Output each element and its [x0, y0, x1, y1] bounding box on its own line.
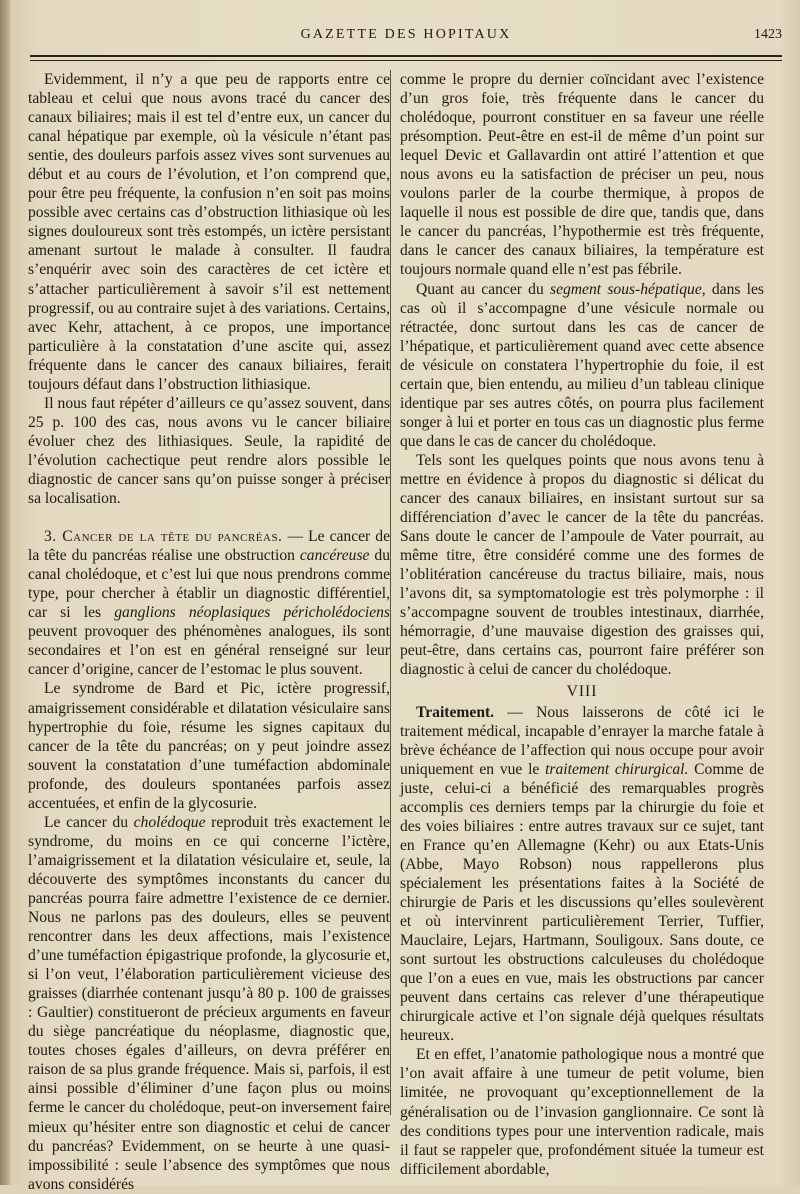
text-run: — Le cancer de la tête du pancréas réalise une obstruction: [28, 528, 390, 565]
running-header: [30, 27, 782, 49]
paragraph: [28, 813, 390, 1194]
page-number: 1423: [754, 27, 782, 42]
paragraph: Le syndrome de Bard et Pic, ictère progressif, amaigrissement considérable et dilatation vésiculaire sans hypertrophie du foie, résume les signes capitaux du cancer de la tête du pancréas; on y peut joindre assez souvent la constatation d’une tuméfaction abdominale profonde, des douleurs spontanées parfois assez accentuées, et enfin de la glycosurie.: [28, 680, 390, 812]
section-heading-traitement: Traitement.: [416, 703, 495, 721]
text-run: du canal cholédoque, et c’est lui que nous prendrons comme type, pour chercher à établir un diagnostic différentiel, car si les: [28, 547, 390, 622]
paragraph: comme le propre du dernier coïncidant avec l’existence d’un gros foie, très fréquente dans le cancer du cholédoque, pourront constituer en sa faveur une réelle présomption. Peut-être en est-il de même d’un point sur lequel Devic et Gallavardin ont attiré l’attention et que nous avons eu la satisfaction de préciser un peu, nous voulons parler de la courbe thermique, à propos de laquelle il nous est possible de dire que, tandis que, dans le cancer du pancréas, l’hypothermie est très fréquente, dans le cancer des canaux biliaires, la température est toujours normale quand elle n’est pas fébrile.: [400, 71, 764, 279]
paragraph: Et en effet, l’anatomie pathologique nous a montré que l’on avait affaire à une tumeur de petit volume, bien limitée, ne provoquant qu’exceptionnellement de la généralisation ou de l’invasion ganglionnaire. Ce sont là des conditions types pour une intervention radicale, mais il faut se rappeler que, profondément située la tumeur est difficilement abordable,: [400, 1046, 764, 1178]
text-run: peuvent provoquer des phénomènes analogues, ils sont secondaires et l’on est en général renseigné sur leur cancer d’origine, cancer de l’estomac le plus souvent.: [28, 623, 390, 679]
text-run: — Nous laisserons de côté ici le traitement médical, incapable d’enrayer la marche fatale à brève échéance de l’affection qui nous occupe pour avoir uniquement en vue le: [400, 703, 764, 778]
right-column: [400, 70, 764, 1179]
italic-run: traitement chirurgical.: [545, 760, 689, 778]
text-run: dans les cas où il s’accompagne d’une vésicule normale ou rétractée, donc surtout dans les cas de cancer de l’hépatique, et particulièrement quand avec cette absence de vésicule on constatera l’hypertrophie du foie, il est certain que, bien entendu, au milieu d’un tableau clinique identique par ses autres côtés, on pourra plus facilement songer à lui et porter en tous cas un diagnostic plus ferme que dans le cas de cancer du cholédoque.: [400, 280, 764, 450]
text-run: Le cancer du: [44, 813, 134, 831]
paragraph: Il nous faut répéter d’ailleurs ce qu’assez souvent, dans 25 p. 100 des cas, nous avons vu le cancer biliaire évoluer chez des lithiasiques. Seule, la rapidité de l’évolution cachectique peut rendre alors possible le diagnostic de cancer sans qu’on puisse songer à préciser sa localisation.: [28, 394, 390, 508]
paragraph-pancreas: [28, 527, 390, 679]
header-rule-thick: [30, 55, 782, 57]
header-rule-thin: [30, 60, 782, 61]
text-run: Quant au cancer du: [416, 280, 550, 298]
paragraph: [400, 280, 764, 451]
paragraph: Evidemment, il n’y a que peu de rapports entre ce tableau et celui que nous avons tracé du cancer des canaux biliaires; mais il est tel d’entre eux, un cancer du canal hépatique par exemple, où la vésicule n’étant pas sentie, des douleurs parfois assez vives sont survenues au début et au cours de l’évolution, et l’on comprend que, pour être peu fréquente, la confusion n’en soit pas moins possible avec certains cas d’obstruction lithiasique où les signes douloureux sont très estompés, un ictère persistant amenant surtout le malade à consulter. Il faudra s’enquérir avec soin des caractères de cet ictère et s’attacher particulièrement à savoir s’il est nettement progressif, ou au contraire sujet à des variations. Certains, avec Kehr, attachent, à ce propos, une importance particulière à la constatation d’une ascite qui, assez fréquente dans le cancer des canaux biliaires, ferait toujours défaut dans l’obstruction lithiasique.: [28, 71, 390, 393]
left-column: [28, 70, 390, 1194]
italic-run: ganglions néoplasiques péricholédociens: [114, 604, 390, 622]
binding-edge: [0, 0, 10, 1185]
section-number: VIII: [566, 682, 598, 700]
italic-run: segment sous-hépatique,: [550, 280, 706, 298]
text-run: Comme de juste, celui-ci a bénéficié des remarquables progrès accomplis ces derniers temps par la chirurgie du foie et des voies biliaires : entre autres travaux sur ce sujet, tant en France qu’en Allemagne (Kehr) ou aux Etats-Unis (Abbe, Mayo Robson) nous rappellerons plus spécialement les présentations faites à la Société de chirurgie de Paris et les discussions qu’elles soulevèrent et où intervinrent particulièrement Terrier, Tuffier, Mauclaire, Lejars, Hartmann, Souligoux. Sans doute, ce sont surtout les obstructions calculeuses du cholédoque que l’on a eues en vue, mais les obstructions par cancer peuvent dans certains cas relever d’une thérapeutique chirurgicale active et l’on signale déjà quelques résultats heureux.: [400, 760, 764, 1045]
journal-title: GAZETTE DES HOPITAUX: [300, 27, 512, 42]
column-divider: [390, 70, 391, 1115]
paragraph: Tels sont les quelques points que nous avons tenu à mettre en évidence à propos du diagnostic si délicat du cancer des canaux biliaires, en insistant surtout sur sa différenciation d’avec le cancer de la tête du pancréas. Sans doute le cancer de l’ampoule de Vater pourrait, au même titre, être considéré comme une des formes de l’oblitération cancéreuse du tractus biliaire, mais, nous l’avons dit, sa symptomatologie est très polymorphe : il s’accompagne souvent de troubles intestinaux, diarrhée, hémorragie, d’une mauvaise digestion des graisses qui, peut-être, dans certains cas, pourront faire préférer son diagnostic à celui de cancer du cholédoque.: [400, 451, 764, 679]
italic-run: cancéreuse: [299, 547, 370, 565]
paragraph-traitement: [400, 703, 764, 1046]
section-heading-pancreas: 3. Cancer de la tête du pancréas.: [44, 528, 283, 546]
italic-run: cholédoque: [133, 813, 206, 831]
text-run: reproduit très exactement le syndrome, du moins en ce qui concerne l’ictère, l’amaigrissement et la dilatation vésiculaire et, seule, la découverte des symptômes inconstants du cancer du pancréas pourra faire admettre l’existence de ce dernier. Nous ne parlons pas des douleurs, elles se peuvent rencontrer dans les deux affections, mais l’existence d’une tuméfaction épigastrique profonde, la glycosurie et, si l’on veut, l’élaboration particulièrement vicieuse des graisses (diarrhée contenant jusqu’à 80 p. 100 de graisses : Gaultier) constitueront de précieux arguments en faveur du siège pancréatique du néoplasme, diagnostic que, toutes choses égales d’ailleurs, on devra préférer en raison de sa plus grande fréquence. Mais si, parfois, il est ainsi possible d’éliminer d’une façon plus ou moins ferme le cancer du cholédoque, peut-on inversement faire mieux qu’hésiter entre son diagnostic et celui de cancer du pancréas? Evidemment, on se heurte à une quasi-impossibilité : seule l’absence des symptômes que nous avons considérés: [28, 813, 390, 1193]
